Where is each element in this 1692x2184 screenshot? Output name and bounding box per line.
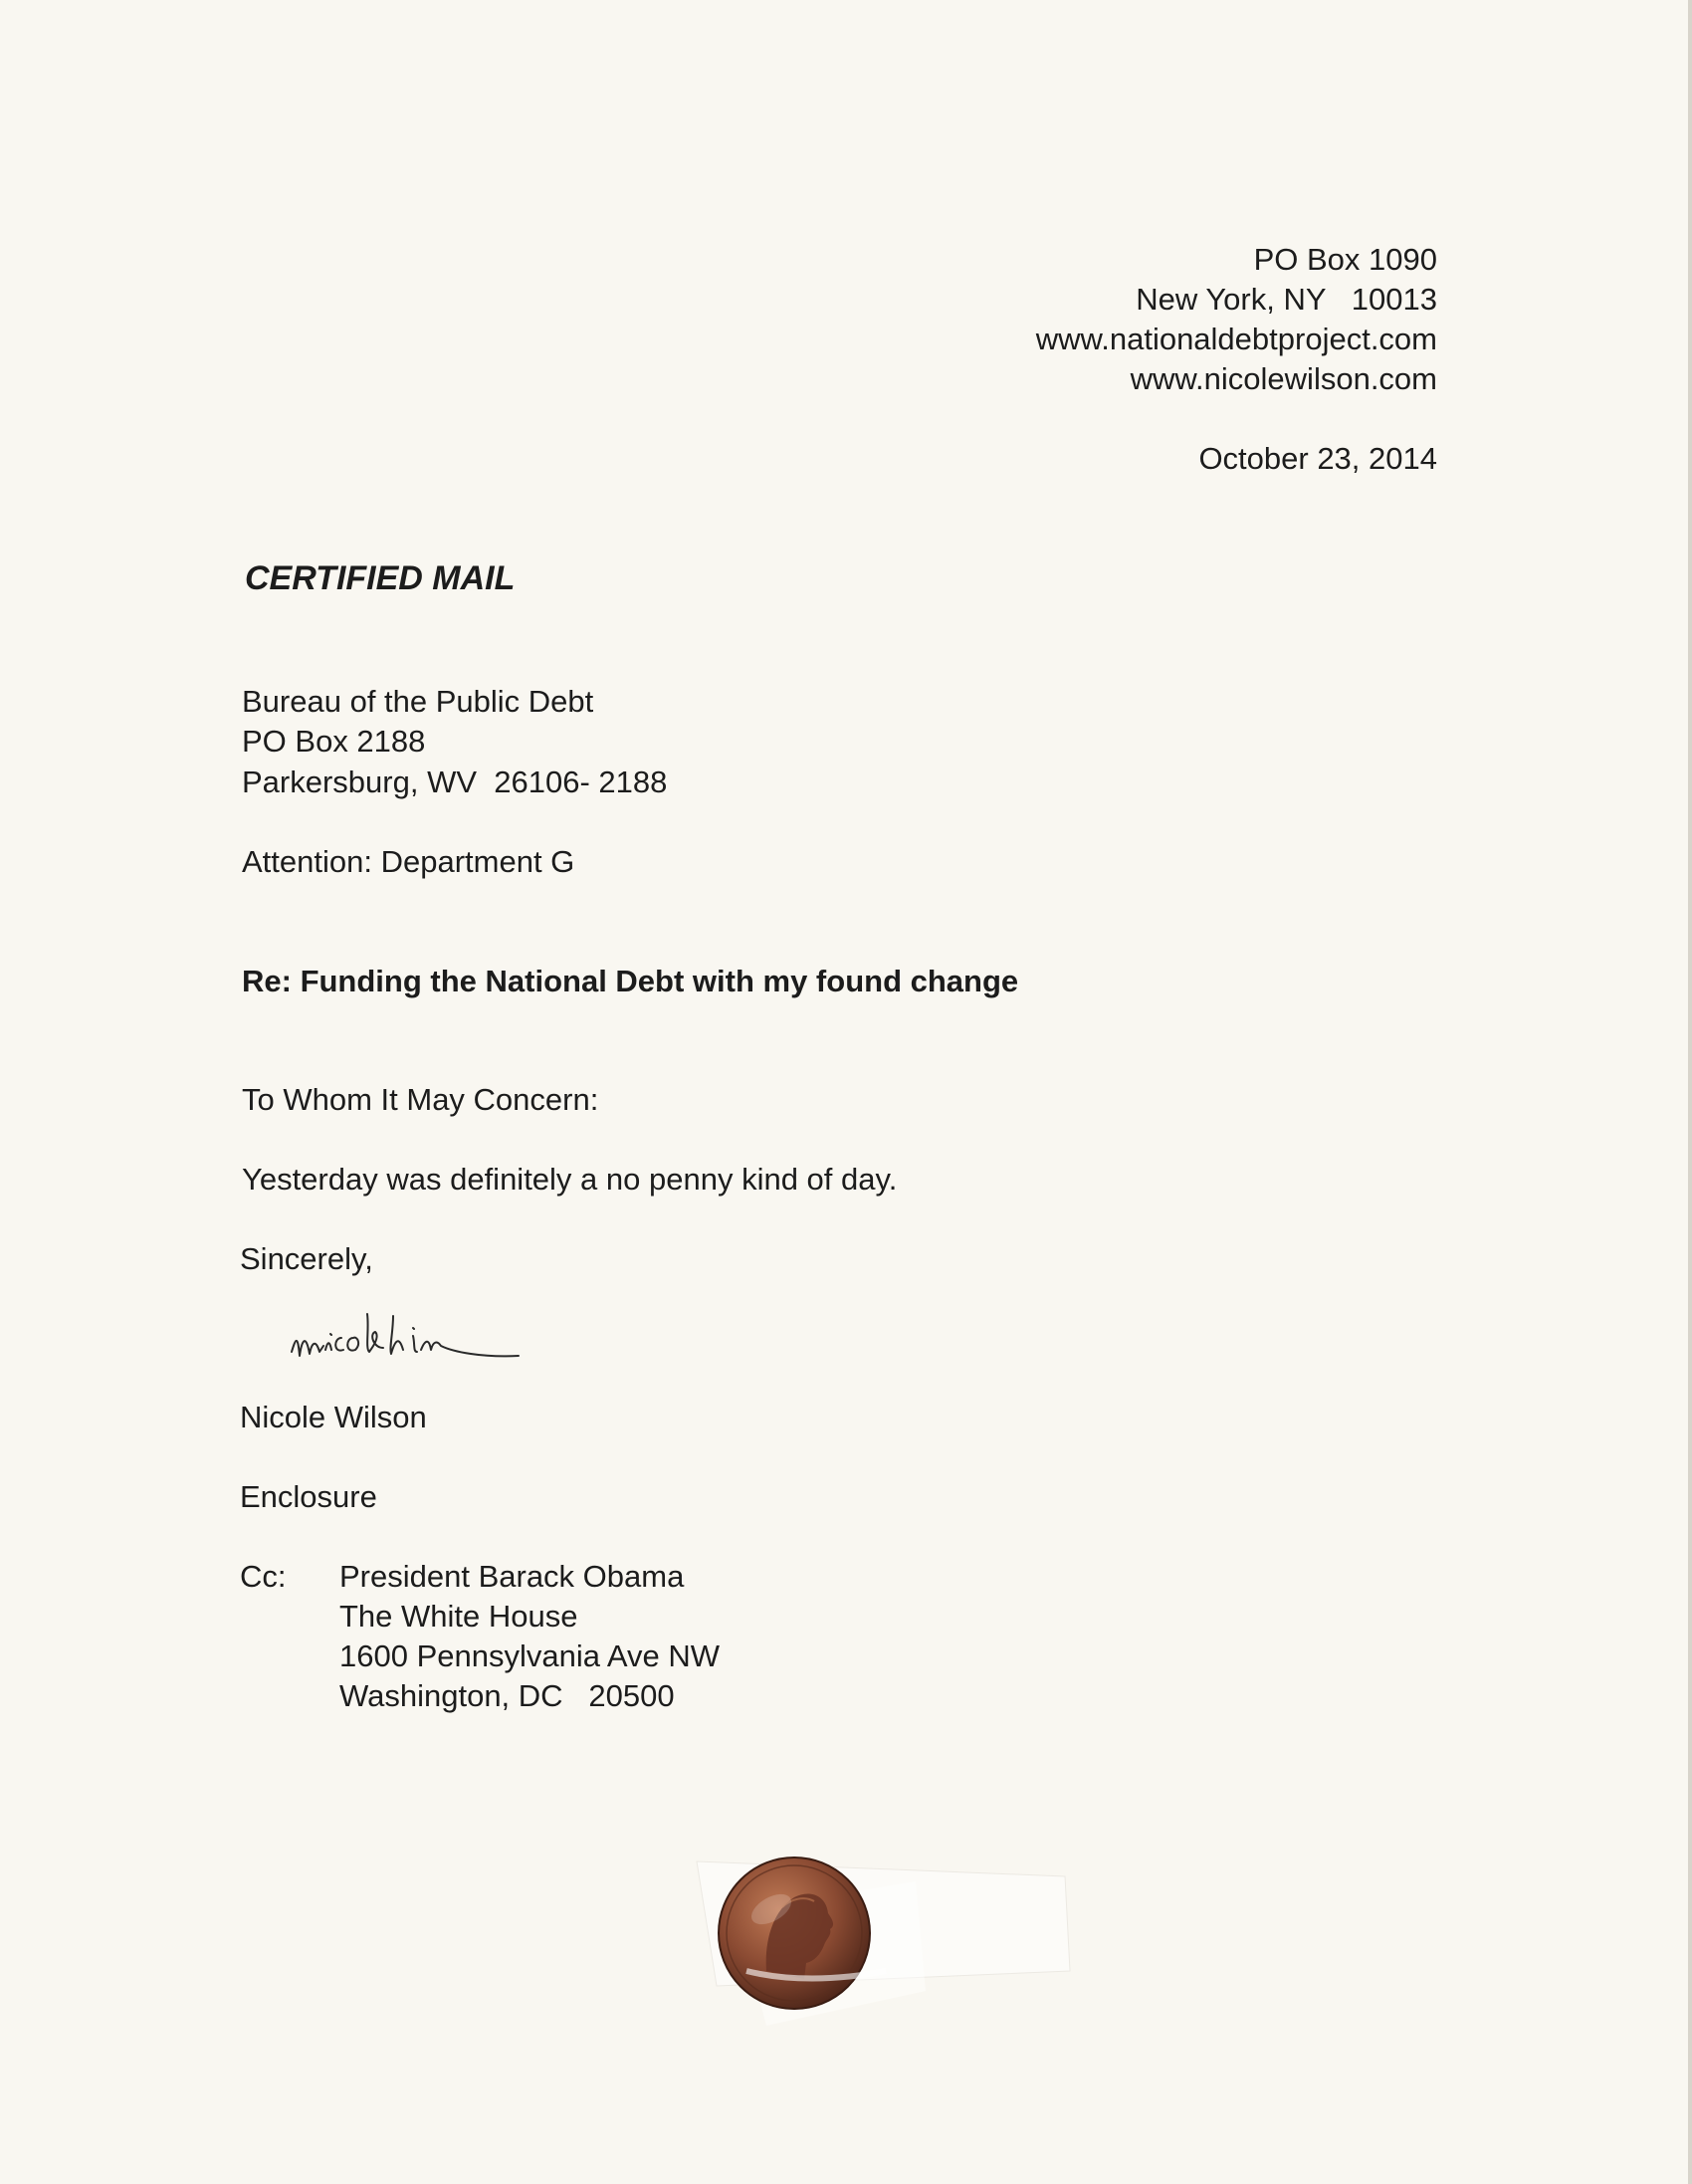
recipient-po-box: PO Box 2188 bbox=[242, 724, 426, 759]
taped-penny bbox=[687, 1822, 1075, 2051]
body-paragraph: Yesterday was definitely a no penny kind of day. bbox=[242, 1162, 898, 1197]
cc-line: 1600 Pennsylvania Ave NW bbox=[339, 1638, 720, 1673]
sender-website-2: www.nicolewilson.com bbox=[1130, 361, 1437, 396]
cc-line: President Barack Obama bbox=[339, 1559, 685, 1594]
enclosure-line: Enclosure bbox=[240, 1479, 377, 1514]
signer-name: Nicole Wilson bbox=[240, 1400, 427, 1434]
sender-city: New York, NY 10013 bbox=[1136, 282, 1437, 317]
sender-website-1: www.nationaldebtproject.com bbox=[1035, 322, 1437, 356]
salutation: To Whom It May Concern: bbox=[242, 1082, 599, 1117]
cc-line: Washington, DC 20500 bbox=[339, 1678, 675, 1713]
sender-po-box: PO Box 1090 bbox=[1253, 242, 1437, 277]
cc-line: The White House bbox=[339, 1599, 578, 1634]
handwritten-signature bbox=[284, 1294, 642, 1384]
attention-line: Attention: Department G bbox=[242, 844, 575, 879]
recipient-city: Parkersburg, WV 26106- 2188 bbox=[242, 764, 668, 799]
subject-line: Re: Funding the National Debt with my found change bbox=[242, 964, 1019, 998]
recipient-name: Bureau of the Public Debt bbox=[242, 684, 594, 719]
closing: Sincerely, bbox=[240, 1241, 373, 1276]
scan-edge bbox=[1688, 0, 1692, 2184]
letter-date: October 23, 2014 bbox=[1198, 441, 1437, 476]
mail-type-heading: CERTIFIED MAIL bbox=[245, 559, 516, 597]
penny-coin-icon bbox=[687, 1822, 1075, 2051]
cc-label: Cc: bbox=[240, 1559, 287, 1594]
